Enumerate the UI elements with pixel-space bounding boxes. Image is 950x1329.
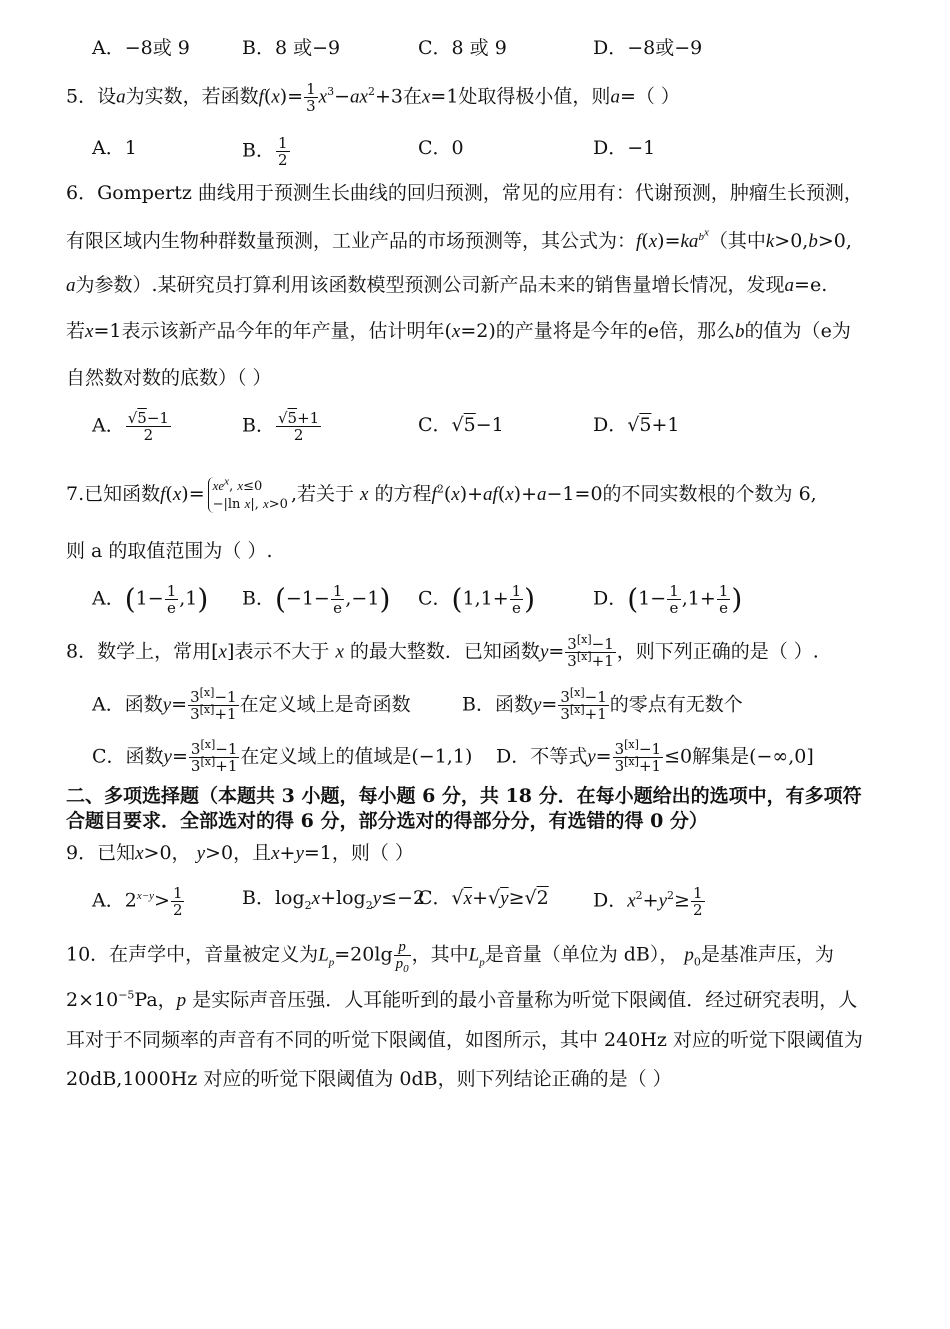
q6-option-b: B． $\frac{√5+1}{2}$ (242, 409, 320, 444)
q6-line-3: a为参数）.某研究员打算利用该函数模型预测公司新产品未来的销售量增长情况，发现a=e. (66, 274, 828, 296)
q4-option-a: A．−8或 9 (92, 37, 190, 59)
section-2-heading-line-2: 合题目要求．全部选对的得 6 分，部分选对的得部分分，有选错的得 0 分） (66, 810, 708, 832)
q5-stem: 5．设a为实数，若函数f(x)= $\frac{1}{3}$ $x^3-ax^2+3$在x=1处取得极小值，则a=（ ） (66, 80, 680, 115)
q6-line-2: 有限区域内生物种群数量预测，工业产品的市场预测等，其公式为：$f(x)=ka^{b^x}$（其中k>0,b>0, (66, 226, 852, 252)
q10-line-3: 耳对于不同频率的声音有不同的听觉下限阈值，如图所示，其中 240Hz 对应的听觉下限阈值为 (66, 1029, 863, 1051)
q7-option-a: A．(1− $\frac{1}{e}$ ,1) (92, 582, 209, 617)
q6-line-5: 自然数对数的底数）（ ） (66, 367, 272, 389)
q8-stem: 8．数学上，常用[x]表示不大于 x 的最大整数．已知函数y= $\frac{3^{[x]}-1}{3^{[x]}+1}$ ，则下列正确的是（ ）. (66, 633, 819, 670)
q9-stem: 9．已知x>0， y>0，且x+y=1，则（ ） (66, 842, 414, 864)
q8-option-a: A．函数y= $\frac{3^{[x]}-1}{3^{[x]}+1}$ 在定义域上是奇函数 (92, 686, 411, 723)
q4-option-c: C．8 或 9 (418, 37, 507, 59)
q6-option-c: C．√5−1 (418, 414, 504, 436)
q6-line-1: 6．Gompertz 曲线用于预测生长曲线的回归预测，常见的应用有：代谢预测，肿瘤生长预测， (66, 182, 863, 204)
q8-option-d: D．不等式y= $\frac{3^{[x]}-1}{3^{[x]}+1}$ ≤0解集是(−∞,0] (496, 738, 814, 775)
q4-option-b: B．8 或−9 (242, 37, 341, 59)
q6-option-a: A． $\frac{√5-1}{2}$ (92, 409, 169, 444)
q8-option-b: B．函数y= $\frac{3^{[x]}-1}{3^{[x]}+1}$ 的零点有无数个 (462, 686, 743, 723)
q10-line-1: 10．在声学中，音量被定义为$L_p=20\lg$ $\frac{p}{p_0}$ ，其中$L_p$是音量（单位为 dB）， $p_0$是基准声压，为 (66, 939, 834, 975)
q6-option-d: D．√5+1 (593, 414, 680, 436)
q9-option-a: A．$2^{x-y}>$ $\frac{1}{2}$ (92, 884, 183, 919)
q5-option-d: D．−1 (593, 137, 656, 159)
q9-option-b: B．$\log_2x+\log_2y\le-2$ (242, 887, 426, 912)
q7-option-d: D．(1− $\frac{1}{e}$ ,1+ $\frac{1}{e}$ ) (593, 582, 743, 617)
section-2-heading-line-1: 二、多项选择题（本题共 3 小题，每小题 6 分，共 18 分．在每小题给出的选项中，有多项符 (66, 785, 862, 807)
q8-option-c: C．函数y= $\frac{3^{[x]}-1}{3^{[x]}+1}$ 在定义域上的值域是(−1,1) (92, 738, 473, 775)
q7-stem: 7.已知函数$f(x)= xe^x$, x≤0 −|ln x|, x>0 ,若关于 x 的方程$f^2(x)+af(x)+a-1=0$的不同实数根的个数为 6, (66, 475, 817, 512)
q5-option-c: C．0 (418, 137, 464, 159)
q10-line-4: 20dB,1000Hz 对应的听觉下限阈值为 0dB，则下列结论正确的是（ ） (66, 1068, 672, 1090)
q5-option-b: B． $\frac{1}{2}$ (242, 134, 288, 169)
q5-option-a: A．1 (92, 137, 137, 159)
q10-line-2: $2\times 10^{-5}Pa$，p 是实际声音压强．人耳能听到的最小音量称为听觉下限阈值．经过研究表明，人 (66, 988, 858, 1011)
q6-line-4: 若x=1表示该新产品今年的年产量，估计明年(x=2)的产量将是今年的e倍，那么b的值为（e为 (66, 320, 851, 342)
q7-line-2: 则 a 的取值范围为（ ）. (66, 540, 273, 562)
q7-option-b: B．(−1− $\frac{1}{e}$ ,−1) (242, 582, 391, 617)
q4-option-d: D．−8或−9 (593, 37, 703, 59)
q7-option-c: C．(1,1+ $\frac{1}{e}$ ) (418, 582, 536, 617)
q9-option-c: C．√x+√y≥√2 (418, 887, 549, 909)
q9-option-d: D．$x^2+y^2\ge$ $\frac{1}{2}$ (593, 884, 703, 919)
